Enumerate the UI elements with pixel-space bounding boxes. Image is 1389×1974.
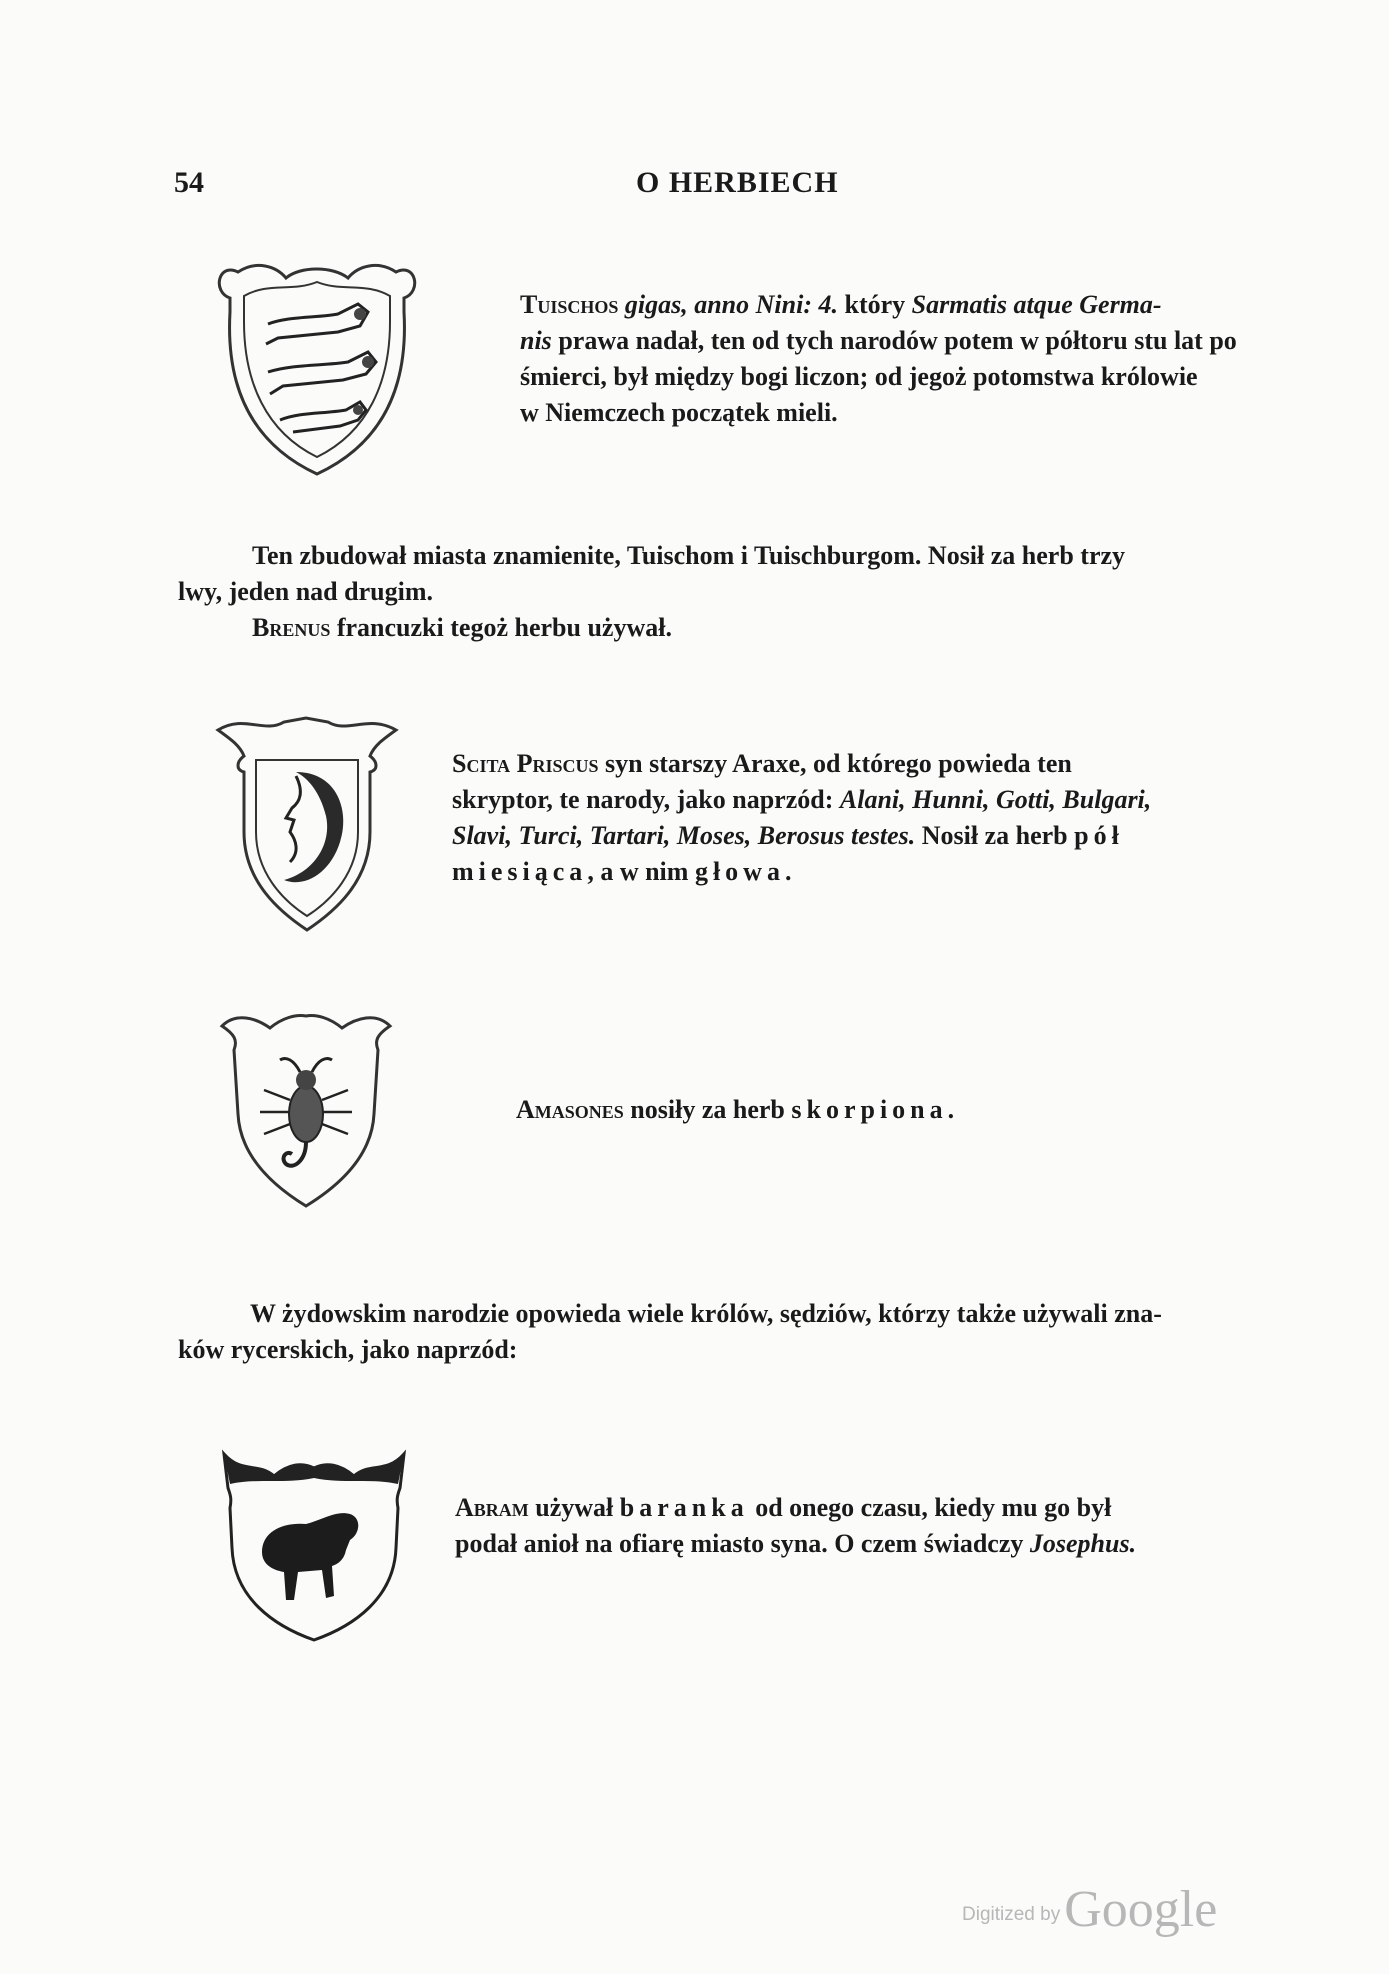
- abram-source: Josephus.: [1029, 1529, 1137, 1558]
- zydowskim-text-1: W żydowskim narodzie opowieda wiele królów, sędziów, którzy także używali zna-: [250, 1299, 1162, 1328]
- tuischos-latin-3: nis: [520, 326, 552, 355]
- digitized-by-google-watermark: [962, 1880, 1217, 1939]
- brenus-name: Brenus: [252, 613, 331, 642]
- tuischos-text-3: śmierci, był między bogi liczon; od jegoż potomstwa królowie: [520, 362, 1198, 391]
- running-title: O HERBIECH: [636, 166, 839, 199]
- zydowskim-paragraph: [178, 1296, 1298, 1368]
- tuischos-text-4: w Niemczech początek mieli.: [520, 398, 838, 427]
- abram-name: Abram: [455, 1493, 529, 1522]
- google-logo: Google: [1064, 1881, 1218, 1938]
- brenus-text: francuzki tegoż herbu używał.: [330, 613, 672, 642]
- abram-paragraph: [455, 1490, 1295, 1562]
- tuischos-latin-2: Sarmatis atque Germa-: [911, 290, 1162, 319]
- scita-text-5: .: [784, 857, 792, 886]
- shield-lamb-icon: [222, 1448, 406, 1644]
- amasones-end: .: [947, 1095, 955, 1124]
- tuischos-name: Tuischos: [520, 290, 619, 319]
- ten-paragraph: [178, 538, 1298, 646]
- amasones-name: Amasones: [516, 1095, 624, 1124]
- scita-text-3: Nosił za herb: [915, 821, 1075, 850]
- tuischos-paragraph: [520, 287, 1290, 431]
- abram-spaced: baranka: [619, 1493, 749, 1522]
- scita-text-2: skryptor, te narody, jako naprzód:: [452, 785, 840, 814]
- scita-latin-2: Slavi, Turci, Tartari, Moses, Berosus testes.: [452, 821, 916, 850]
- shield-scorpion-icon: [216, 1004, 396, 1210]
- amasones-text: nosiły za herb: [623, 1095, 792, 1124]
- scita-text-1: syn starszy Araxe, od którego powieda ten: [598, 749, 1072, 778]
- ten-text-1: Ten zbudował miasta znamienite, Tuischom i Tuischburgom. Nosił za herb trzy: [252, 541, 1126, 570]
- amasones-spaced: skorpiona: [791, 1095, 948, 1124]
- ten-text-2: lwy, jeden nad drugim.: [178, 577, 433, 606]
- page-number: 54: [174, 166, 204, 199]
- scita-spaced-2: miesiąca: [452, 857, 588, 886]
- abram-text-2: od onego czasu, kiedy mu go był: [748, 1493, 1112, 1522]
- shield-crescent-moon-face-icon: [214, 712, 400, 934]
- scita-spaced-1: pół: [1074, 821, 1124, 850]
- tuischos-text-2: prawa nadał, ten od tych narodów potem w półtoru stu lat po: [551, 326, 1237, 355]
- shield-three-lions-icon: [208, 252, 426, 480]
- scita-name: Scita Priscus: [452, 749, 599, 778]
- abram-text-3: podał anioł na ofiarę miasto syna. O czem świadczy: [455, 1529, 1030, 1558]
- scita-latin-1: Alani, Hunni, Gotti, Bulgari,: [839, 785, 1152, 814]
- scita-paragraph: [452, 746, 1292, 890]
- amasones-paragraph: [516, 1092, 1116, 1128]
- scita-spaced-3: głowa: [694, 857, 785, 886]
- watermark-prefix: Digitized by: [962, 1904, 1061, 1925]
- zydowskim-text-2: ków rycerskich, jako naprzód:: [178, 1335, 518, 1364]
- scita-text-4: , a w nim: [587, 857, 695, 886]
- abram-text-1: używał: [528, 1493, 620, 1522]
- tuischos-latin-1: gigas, anno Nini: 4.: [624, 290, 838, 319]
- tuischos-text-1: który: [837, 290, 912, 319]
